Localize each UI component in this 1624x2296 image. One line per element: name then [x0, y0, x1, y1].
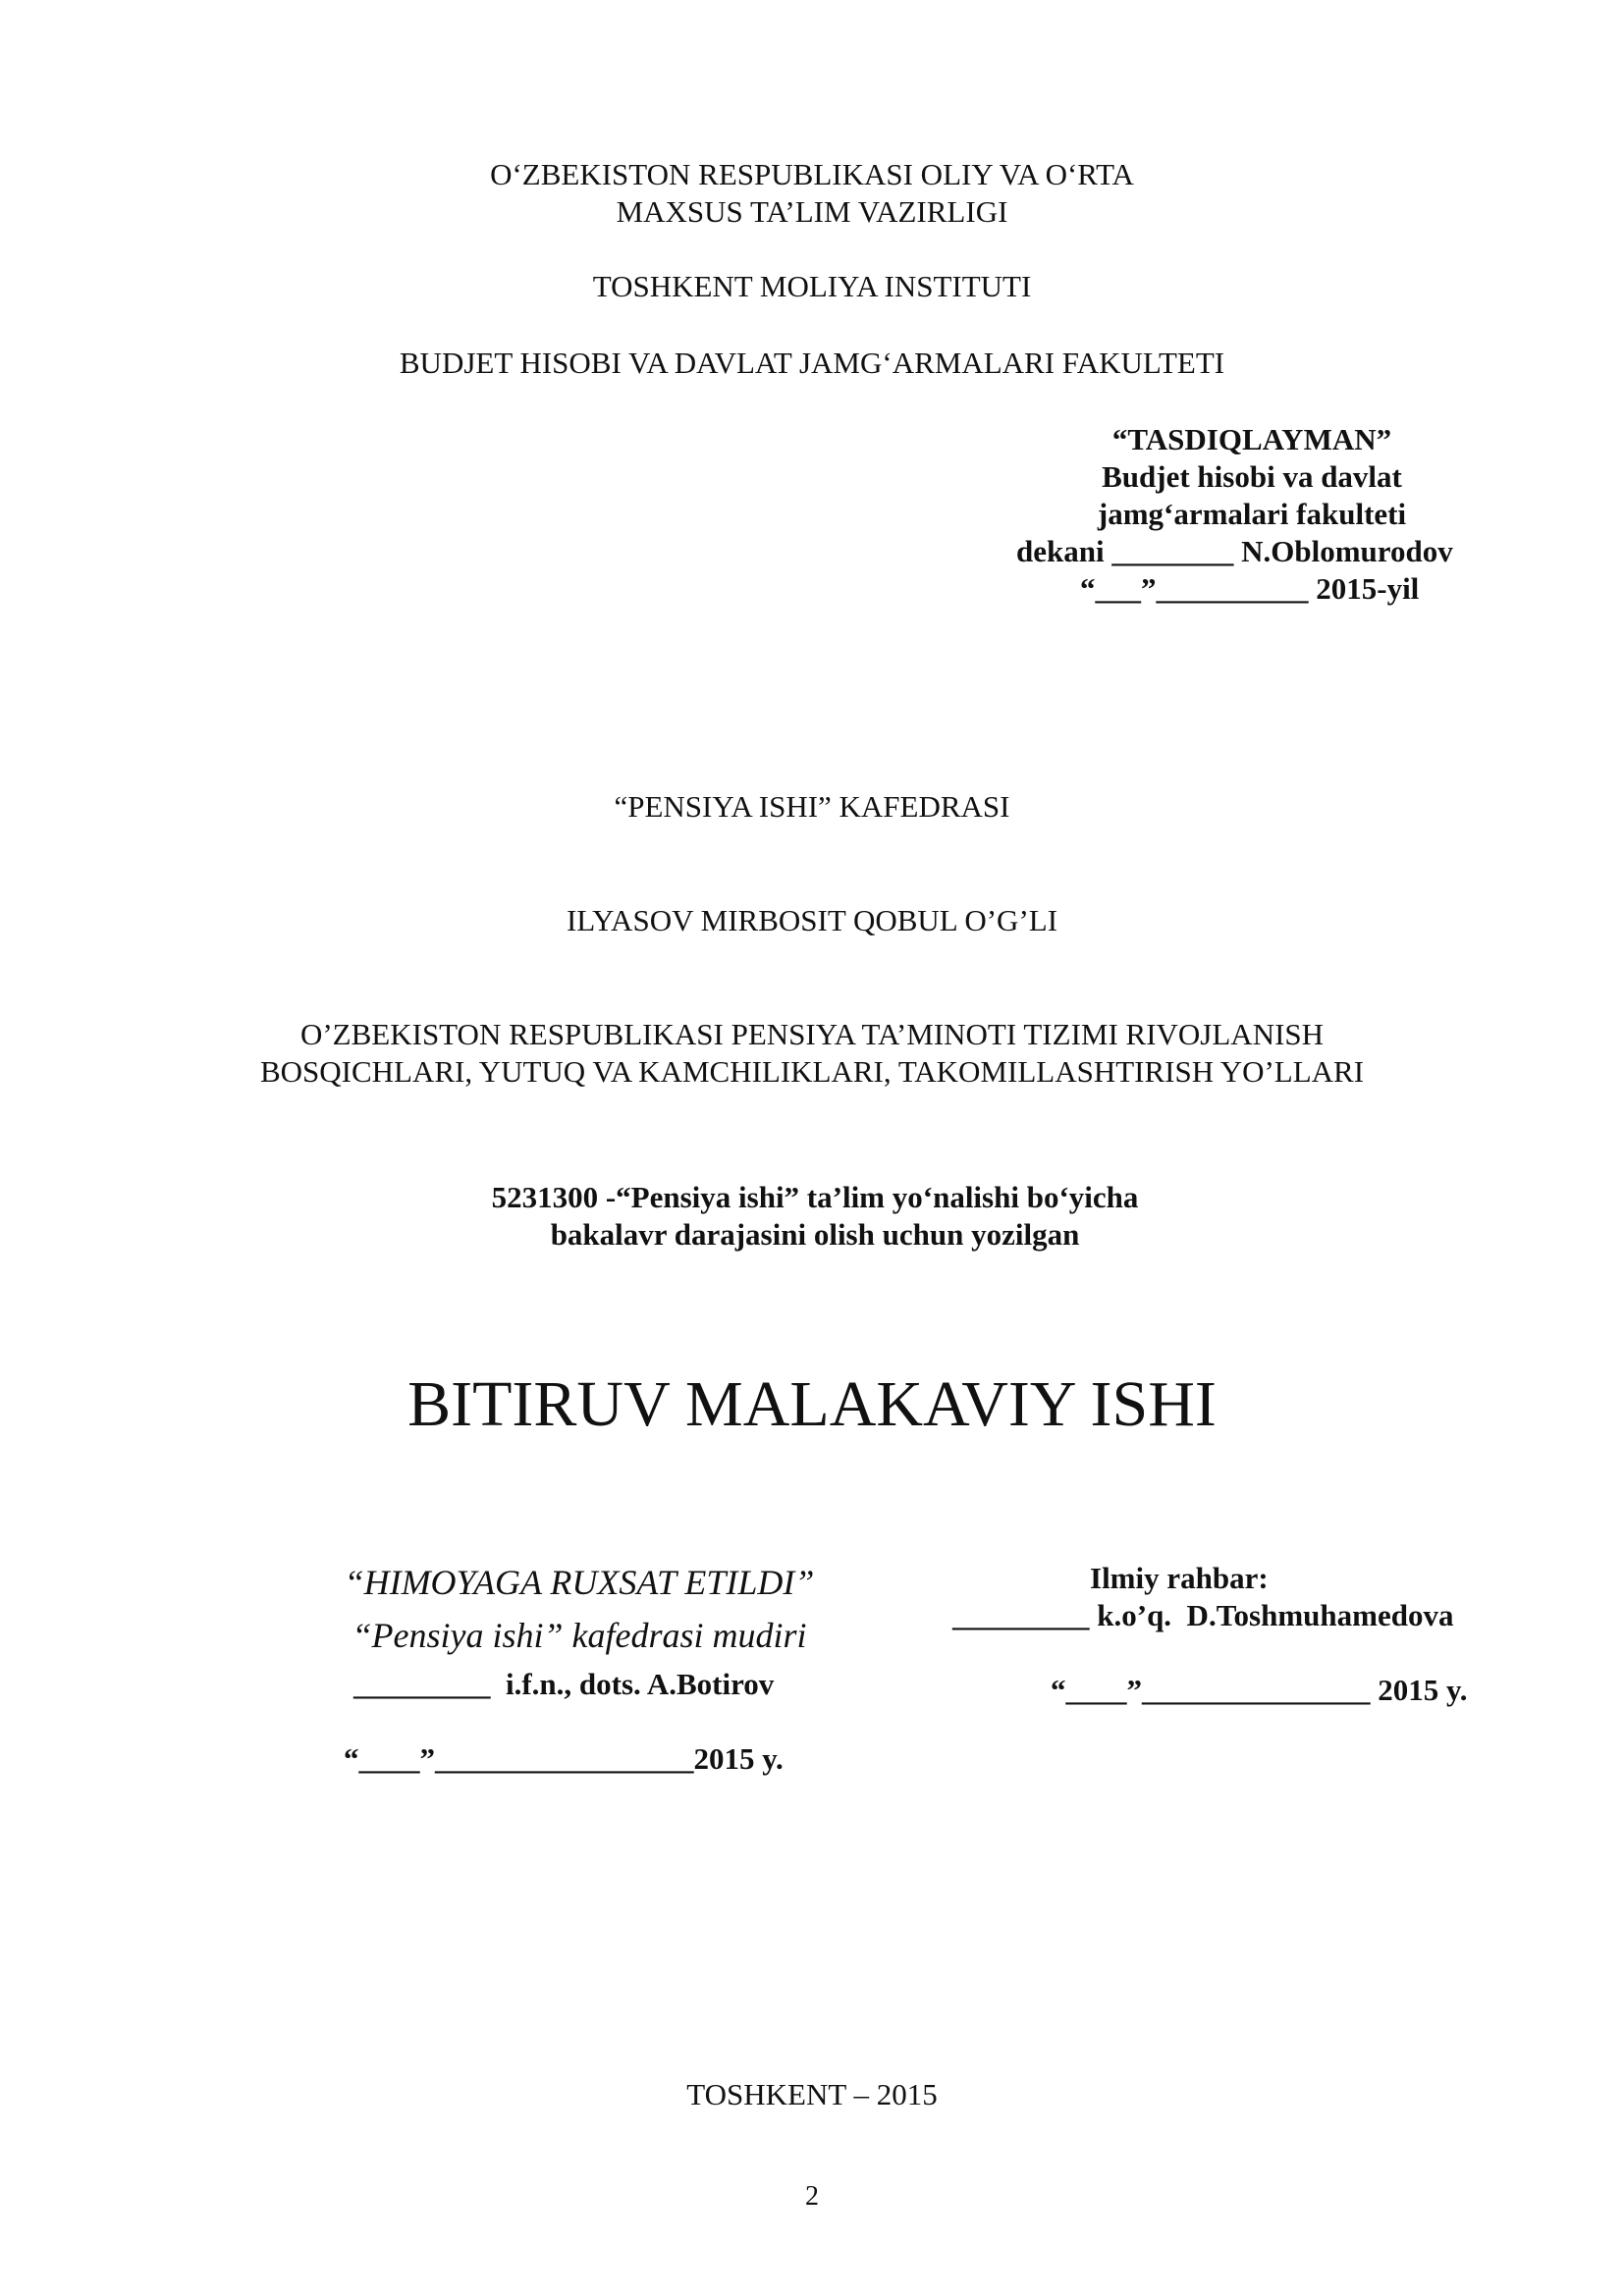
- degree-line-1: 5231300 -“Pensiya ishi” ta’lim yo‘nalishi bo‘yicha: [491, 1180, 1139, 1214]
- page-number: 2: [805, 2181, 819, 2212]
- supervisor-date-line: “____”_______________ 2015 y.: [1051, 1673, 1468, 1707]
- city-year: TOSHKENT – 2015: [686, 2077, 938, 2111]
- ministry-line-2: MAXSUS TA’LIM VAZIRLIGI: [616, 194, 1008, 229]
- institute-name: TOSHKENT MOLIYA INSTITUTI: [592, 269, 1032, 303]
- thesis-title-line-2: BOSQICHLARI, YUTUQ VA KAMCHILIKLARI, TAKOMILLASHTIRISH YO’LLARI: [259, 1054, 1365, 1089]
- supervisor-signature-line: _________ k.o’q. D.Toshmuhamedova: [952, 1598, 1454, 1632]
- dean-signature-line: dekani ________ N.Oblomurodov: [1016, 534, 1453, 568]
- department-name: “PENSIYA ISHI” KAFEDRASI: [614, 789, 1010, 824]
- approval-line-1: Budjet hisobi va davlat: [1102, 459, 1402, 494]
- author-name: ILYASOV MIRBOSIT QOBUL O’G’LI: [566, 903, 1058, 937]
- defense-date-line: “____”_________________2015 y.: [344, 1741, 784, 1776]
- defense-signature-line: _________ i.f.n., dots. A.Botirov: [353, 1667, 775, 1701]
- work-type-heading: BITIRUV MALAKAVIY ISHI: [407, 1368, 1217, 1440]
- thesis-title-line-1: O’ZBEKISTON RESPUBLIKASI PENSIYA TA’MINOTI TIZIMI RIVOJLANISH: [299, 1017, 1325, 1051]
- supervisor-title: Ilmiy rahbar:: [1090, 1561, 1269, 1595]
- faculty-name: BUDJET HISOBI VA DAVLAT JAMG‘ARMALARI FAKULTETI: [399, 346, 1225, 380]
- approval-title: “TASDIQLAYMAN”: [1111, 422, 1392, 456]
- defense-subtitle: “Pensiya ishi” kafedrasi mudiri: [352, 1616, 807, 1655]
- ministry-line-1: O‘ZBEKISTON RESPUBLIKASI OLIY VA O‘RTA: [490, 157, 1134, 191]
- approval-date-line: “___”__________ 2015-yil: [1080, 571, 1420, 606]
- approval-line-2: jamg‘armalari fakulteti: [1097, 497, 1407, 531]
- degree-line-2: bakalavr darajasini olish uchun yozilgan: [550, 1217, 1080, 1252]
- defense-title: “HIMOYAGA RUXSAT ETILDI”: [344, 1563, 815, 1602]
